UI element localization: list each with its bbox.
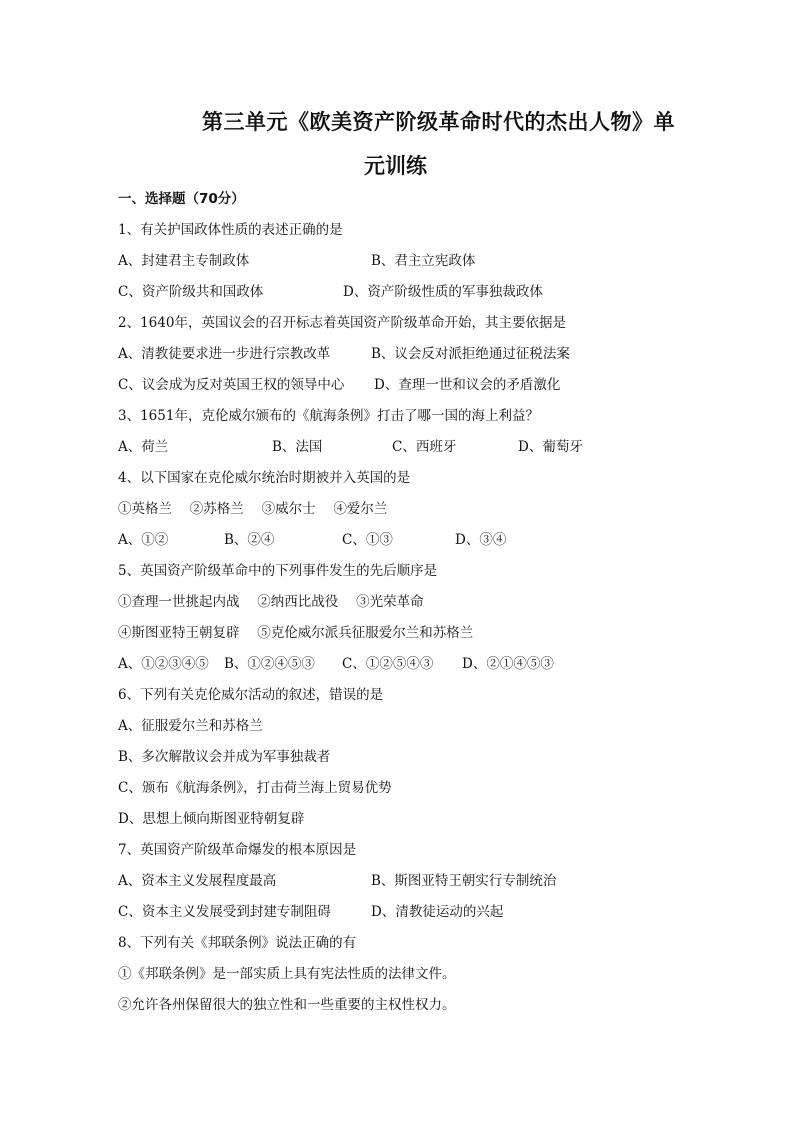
question-5-items-2: ④斯图亚特王朝复辟 ⑤克伦威尔派兵征服爱尔兰和苏格兰 bbox=[118, 625, 474, 641]
question-8-statement-1: ①《邦联条例》是一部实质上具有宪法性质的法律文件。 bbox=[118, 966, 456, 982]
question-1-option-c: C、资产阶级共和国政体 bbox=[118, 284, 264, 300]
question-4-option-c: C、①③ bbox=[342, 532, 393, 548]
question-1-option-a: A、封建君主专制政体 bbox=[118, 253, 250, 269]
question-2-option-c: C、议会成为反对英国王权的领导中心 bbox=[118, 377, 345, 393]
question-5-option-c: C、①②⑤④③ bbox=[342, 656, 434, 672]
question-4-option-b: B、②④ bbox=[224, 532, 275, 548]
question-4-items: ①英格兰 ②苏格兰 ③威尔士 ④爱尔兰 bbox=[118, 501, 388, 517]
question-5-option-a: A、①②③④⑤ bbox=[118, 656, 209, 672]
question-5-items-1: ①查理一世挑起内战 ②纳西比战役 ③光荣革命 bbox=[118, 594, 424, 610]
question-5-option-d: D、②①④⑤③ bbox=[462, 656, 554, 672]
section-heading: 一、选择题（70分） bbox=[118, 191, 245, 207]
question-3-options bbox=[118, 432, 738, 463]
question-4-option-a: A、①② bbox=[118, 532, 169, 548]
title-line-1: 第三单元《欧美资产阶级革命时代的杰出人物》单 bbox=[202, 110, 675, 134]
question-2-option-a: A、清教徒要求进一步进行宗教改革 bbox=[118, 346, 331, 362]
question-2-option-d: D、查理一世和议会的矛盾激化 bbox=[374, 377, 561, 393]
question-1-options-row-1 bbox=[118, 246, 738, 277]
question-2-option-b: B、议会反对派拒绝通过征税法案 bbox=[371, 346, 570, 362]
question-3-stem: 3、1651年，克伦威尔颁布的《航海条例》打击了哪一国的海上利益？ bbox=[118, 408, 539, 424]
question-2-stem: 2、1640年，英国议会的召开标志着英国资产阶级革命开始，其主要依据是 bbox=[118, 315, 566, 331]
question-4-option-d: D、③④ bbox=[455, 532, 507, 548]
question-2-options-row-1 bbox=[118, 339, 738, 370]
question-1-option-b: B、君主立宪政体 bbox=[371, 253, 476, 269]
question-3-option-a: A、荷兰 bbox=[118, 439, 169, 455]
question-8-stem: 8、下列有关《邦联条例》说法正确的有 bbox=[118, 935, 357, 951]
question-2-options-row-2 bbox=[118, 370, 738, 401]
question-7-options-row-1 bbox=[118, 866, 738, 897]
question-6-option-c: C、颁布《航海条例》，打击荷兰海上贸易优势 bbox=[118, 780, 392, 796]
question-5-option-b: B、①②④⑤③ bbox=[224, 656, 315, 672]
question-3-option-c: C、西班牙 bbox=[392, 439, 457, 455]
question-6-option-a: A、征服爱尔兰和苏格兰 bbox=[118, 718, 263, 734]
question-1-stem: 1、有关护国政体性质的表述正确的是 bbox=[118, 222, 343, 238]
question-7-option-c: C、资本主义发展受到封建专制阻碍 bbox=[118, 904, 331, 920]
question-7-stem: 7、英国资产阶级革命爆发的根本原因是 bbox=[118, 842, 357, 858]
question-6-option-d: D、思想上倾向斯图亚特朝复辟 bbox=[118, 811, 305, 827]
question-list bbox=[118, 184, 738, 1021]
question-7-option-d: D、清教徒运动的兴起 bbox=[371, 904, 504, 920]
page-title bbox=[0, 100, 794, 188]
question-1-option-d: D、资产阶级性质的军事独裁政体 bbox=[343, 284, 543, 300]
question-3-option-d: D、葡萄牙 bbox=[518, 439, 583, 455]
title-line-2: 元训练 bbox=[364, 154, 427, 178]
question-6-stem: 6、下列有关克伦威尔活动的叙述，错误的是 bbox=[118, 687, 384, 703]
question-7-option-a: A、资本主义发展程度最高 bbox=[118, 873, 277, 889]
question-5-options bbox=[118, 649, 738, 680]
question-4-options bbox=[118, 525, 738, 556]
question-3-option-b: B、法国 bbox=[272, 439, 323, 455]
question-6-option-b: B、多次解散议会并成为军事独裁者 bbox=[118, 749, 331, 765]
question-5-stem: 5、英国资产阶级革命中的下列事件发生的先后顺序是 bbox=[118, 563, 438, 579]
question-7-options-row-2 bbox=[118, 897, 738, 928]
question-4-stem: 4、以下国家在克伦威尔统治时期被并入英国的是 bbox=[118, 470, 411, 486]
question-1-options-row-2 bbox=[118, 277, 738, 308]
question-8-statement-2: ②允许各州保留很大的独立性和一些重要的主权性权力。 bbox=[118, 997, 456, 1013]
question-7-option-b: B、斯图亚特王朝实行专制统治 bbox=[371, 873, 557, 889]
